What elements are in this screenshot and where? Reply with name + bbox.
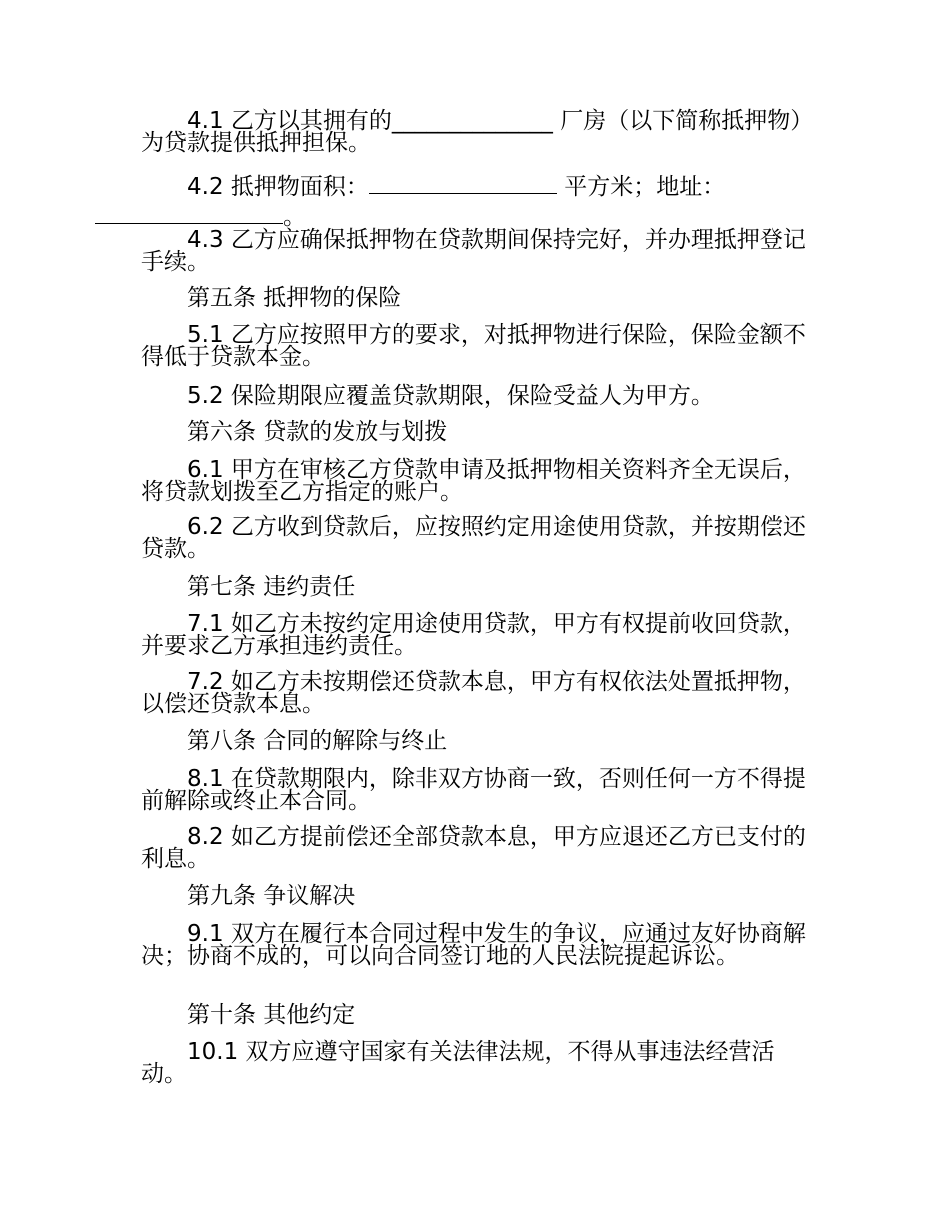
clause-4-1: 4.1 乙方以其拥有的______________ 厂房（以下简称抵押物）为贷款提供抵押担保。 xyxy=(141,108,802,156)
clause-8-2: 8.2 如乙方提前偿还全部贷款本息，甲方应退还乙方已支付的利息。 xyxy=(141,824,806,872)
clause-5-1: 5.1 乙方应按照甲方的要求，对抵押物进行保险，保险金额不得低于贷款本金。 xyxy=(141,322,806,370)
article-5-heading: 第五条 抵押物的保险 xyxy=(187,285,402,311)
article-7-heading: 第七条 违约责任 xyxy=(187,574,356,600)
clause-7-2: 7.2 如乙方未按期偿还贷款本息，甲方有权依法处置抵押物，以偿还贷款本息。 xyxy=(141,669,806,717)
clause-6-1: 6.1 甲方在审核乙方贷款申请及抵押物相关资料齐全无误后，将贷款划拨至乙方指定的账户。 xyxy=(141,457,806,505)
clause-5-2: 5.2 保险期限应覆盖贷款期限，保险受益人为甲方。 xyxy=(187,383,714,409)
clause-4-2 xyxy=(141,172,806,232)
clause-4-2-unit: 平方米；地址： xyxy=(556,174,726,200)
clause-4-2-end: 。 xyxy=(283,204,306,230)
clause-7-1: 7.1 如乙方未按约定用途使用贷款，甲方有权提前收回贷款，并要求乙方承担违约责任。 xyxy=(141,611,806,659)
clause-4-2-label: 4.2 抵押物面积： xyxy=(187,174,369,200)
article-6-heading: 第六条 贷款的发放与划拨 xyxy=(187,419,448,445)
clause-4-3: 4.3 乙方应确保抵押物在贷款期间保持完好，并办理抵押登记手续。 xyxy=(141,227,806,275)
area-blank xyxy=(369,173,557,194)
clause-6-2: 6.2 乙方收到贷款后，应按照约定用途使用贷款，并按期偿还贷款。 xyxy=(141,514,806,562)
clause-10-1: 10.1 双方应遵守国家有关法律法规，不得从事违法经营活动。 xyxy=(141,1039,775,1087)
address-blank xyxy=(95,203,283,224)
clause-9-1: 9.1 双方在履行本合同过程中发生的争议，应通过友好协商解决；协商不成的，可以向合同签订地的人民法院提起诉讼。 xyxy=(141,921,806,969)
article-10-heading: 第十条 其他约定 xyxy=(187,1002,356,1028)
article-8-heading: 第八条 合同的解除与终止 xyxy=(187,728,448,754)
article-9-heading: 第九条 争议解决 xyxy=(187,883,356,909)
clause-8-1: 8.1 在贷款期限内，除非双方协商一致，否则任何一方不得提前解除或终止本合同。 xyxy=(141,766,806,814)
